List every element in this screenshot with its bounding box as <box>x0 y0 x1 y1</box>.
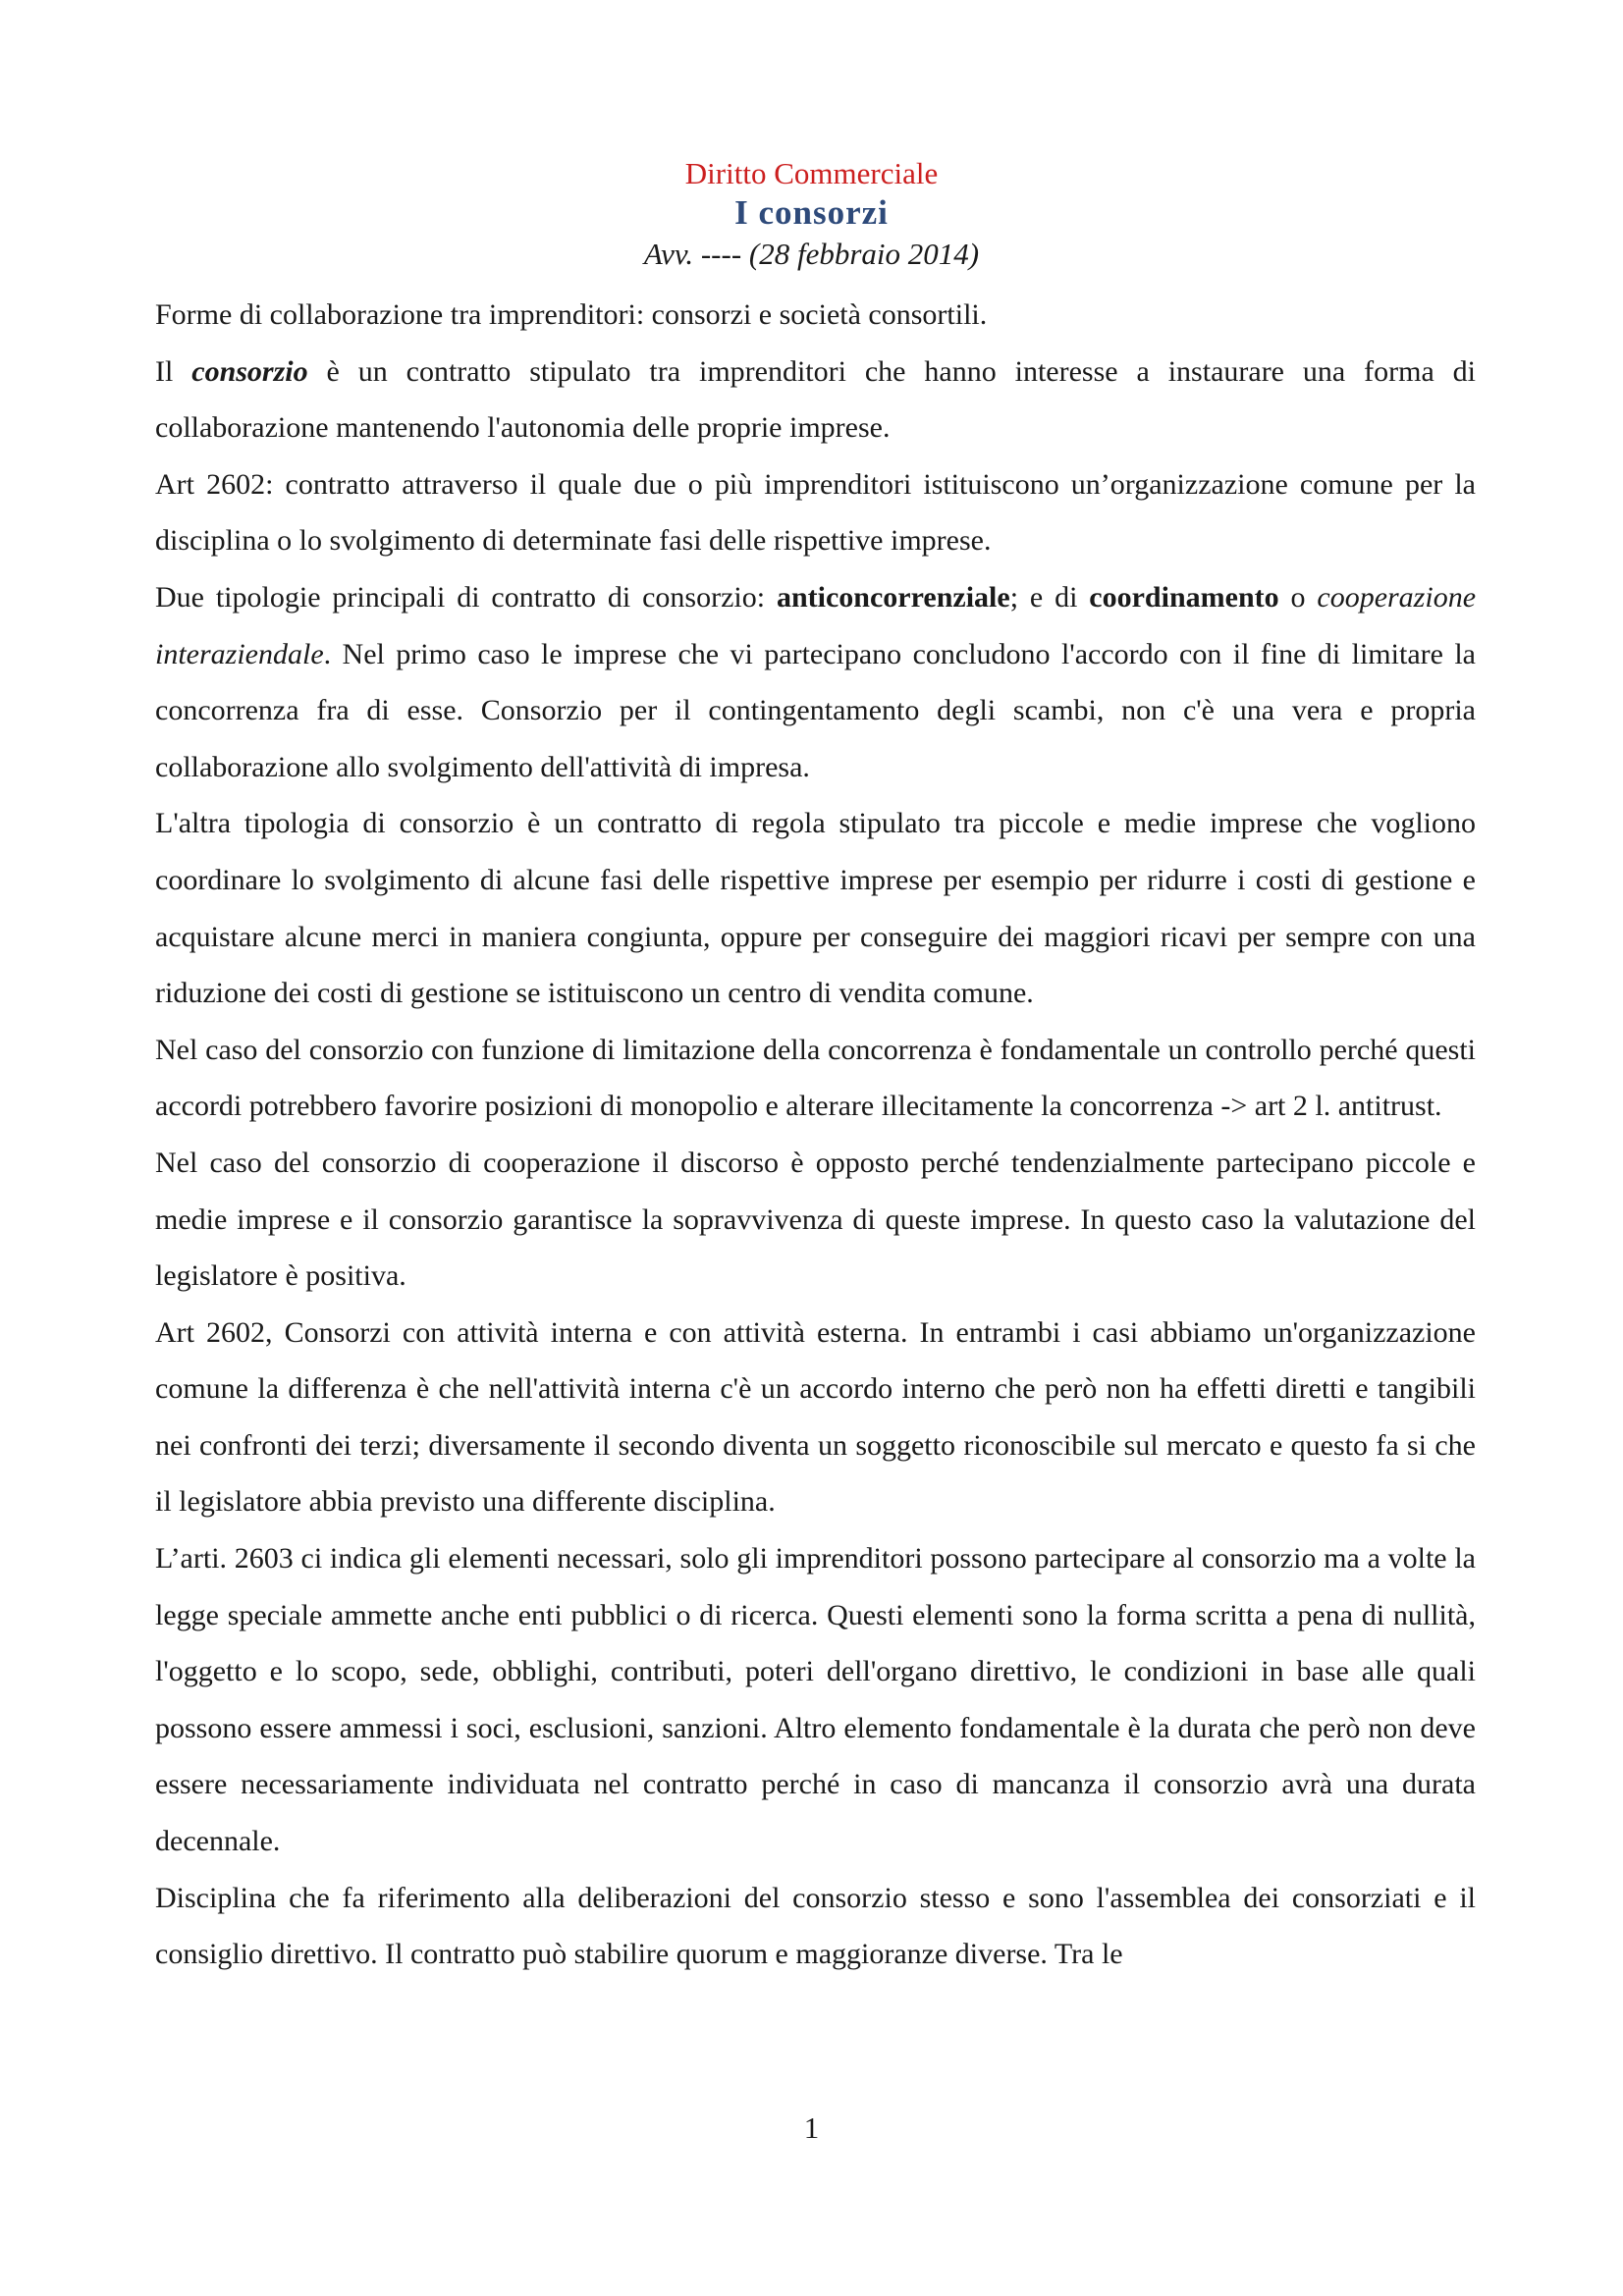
term-consorzio: consorzio <box>191 354 308 388</box>
paragraph-internal-external: Art 2602, Consorzi con attività interna e con attività esterna. In entrambi i casi abbiamo un'organizzazione comune la differenza è che nell'attività interna c'è un accordo interno che però non ha effetti diretti e tangibili nei confronti dei terzi; diversamente il secondo diventa un soggetto riconoscibile sul mercato e questo fa si che il legislatore abbia previsto una differente disciplina. <box>155 1315 1476 1519</box>
paragraph-art-2603: L’arti. 2603 ci indica gli elementi necessari, solo gli imprenditori possono partecipare al consorzio ma a volte la legge speciale ammette anche enti pubblici o di ricerca. Questi elementi sono la forma scritta a pena di nullità, l'oggetto e lo scopo, sede, obblighi, contributi, poteri dell'organo direttivo, le condizioni in base alle quali possono essere ammessi i soci, esclusioni, sanzioni. Altro elemento fondamentale è la durata che però non deve essere necessariamente individuata nel contratto perché in caso di mancanza il consorzio avrà una durata decennale. <box>155 1542 1476 1858</box>
paragraph-text: . Nel primo caso le imprese che vi partecipano concludono l'accordo con il fine di limitare la concorrenza fra di esse. Consorzio per il contingentamento degli scambi, non c'è una vera e propria collaborazione allo svolgimento dell'attività di impresa. <box>155 637 1476 783</box>
paragraph-intro: Forme di collaborazione tra imprenditori: consorzi e società consortili. <box>155 298 988 331</box>
paragraph-text: è un contratto stipulato tra imprenditori che hanno interesse a instaurare una forma di collaborazione mantenendo l'autonomia delle proprie imprese. <box>155 354 1477 445</box>
term-anticoncorrenziale: anticoncorrenziale <box>776 580 1010 614</box>
paragraph-text: Due tipologie principali di contratto di consorzio: <box>155 580 777 614</box>
body-text <box>155 287 1476 1983</box>
term-coordinamento: coordinamento <box>1089 580 1279 614</box>
paragraph-art-2602: Art 2602: contratto attraverso il quale due o più imprenditori istituiscono un’organizzazione comune per la disciplina o lo svolgimento di determinate fasi delle rispettive imprese. <box>155 467 1476 558</box>
paragraph-competition-control: Nel caso del consorzio con funzione di limitazione della concorrenza è fondamentale un controllo perché questi accordi potrebbero favorire posizioni di monopolio e alterare illecitamente la concorrenza -> art 2 l. antitrust. <box>155 1033 1476 1123</box>
paragraph-deliberations: Disciplina che fa riferimento alla deliberazioni del consorzio stesso e sono l'assemblea dei consorziati e il consiglio direttivo. Il contratto può stabilire quorum e maggioranze diverse. Tra le <box>155 1881 1476 1971</box>
page-number: 1 <box>803 2110 820 2145</box>
term-cooperazione-interaziendale: cooperazione interaziendale <box>155 580 1477 670</box>
page-title: I consorzi <box>734 193 889 232</box>
subject-heading: Diritto Commerciale <box>684 156 939 190</box>
paragraph-other-type: L'altra tipologia di consorzio è un contratto di regola stipulato tra piccole e medie imprese che vogliono coordinare lo svolgimento di alcune fasi delle rispettive imprese per esempio per ridurre i costi di gestione e acquistare alcune merci in maniera congiunta, oppure per conseguire dei maggiori ricavi per sempre con una riduzione dei costi di gestione se istituiscono un centro di vendita comune. <box>155 807 1476 1010</box>
paragraph-text: ; e di <box>1009 580 1090 614</box>
paragraph-definition <box>155 344 1476 456</box>
paragraph-text: Il <box>155 354 192 388</box>
author-date-line: Avv. ---- (28 febbraio 2014) <box>643 237 980 271</box>
paragraph-types <box>155 569 1476 795</box>
paragraph-text: o <box>1278 580 1318 614</box>
paragraph-cooperation: Nel caso del consorzio di cooperazione il discorso è opposto perché tendenzialmente partecipano piccole e medie imprese e il consorzio garantisce la sopravvivenza di queste imprese. In questo caso la valutazione del legislatore è positiva. <box>155 1146 1476 1293</box>
